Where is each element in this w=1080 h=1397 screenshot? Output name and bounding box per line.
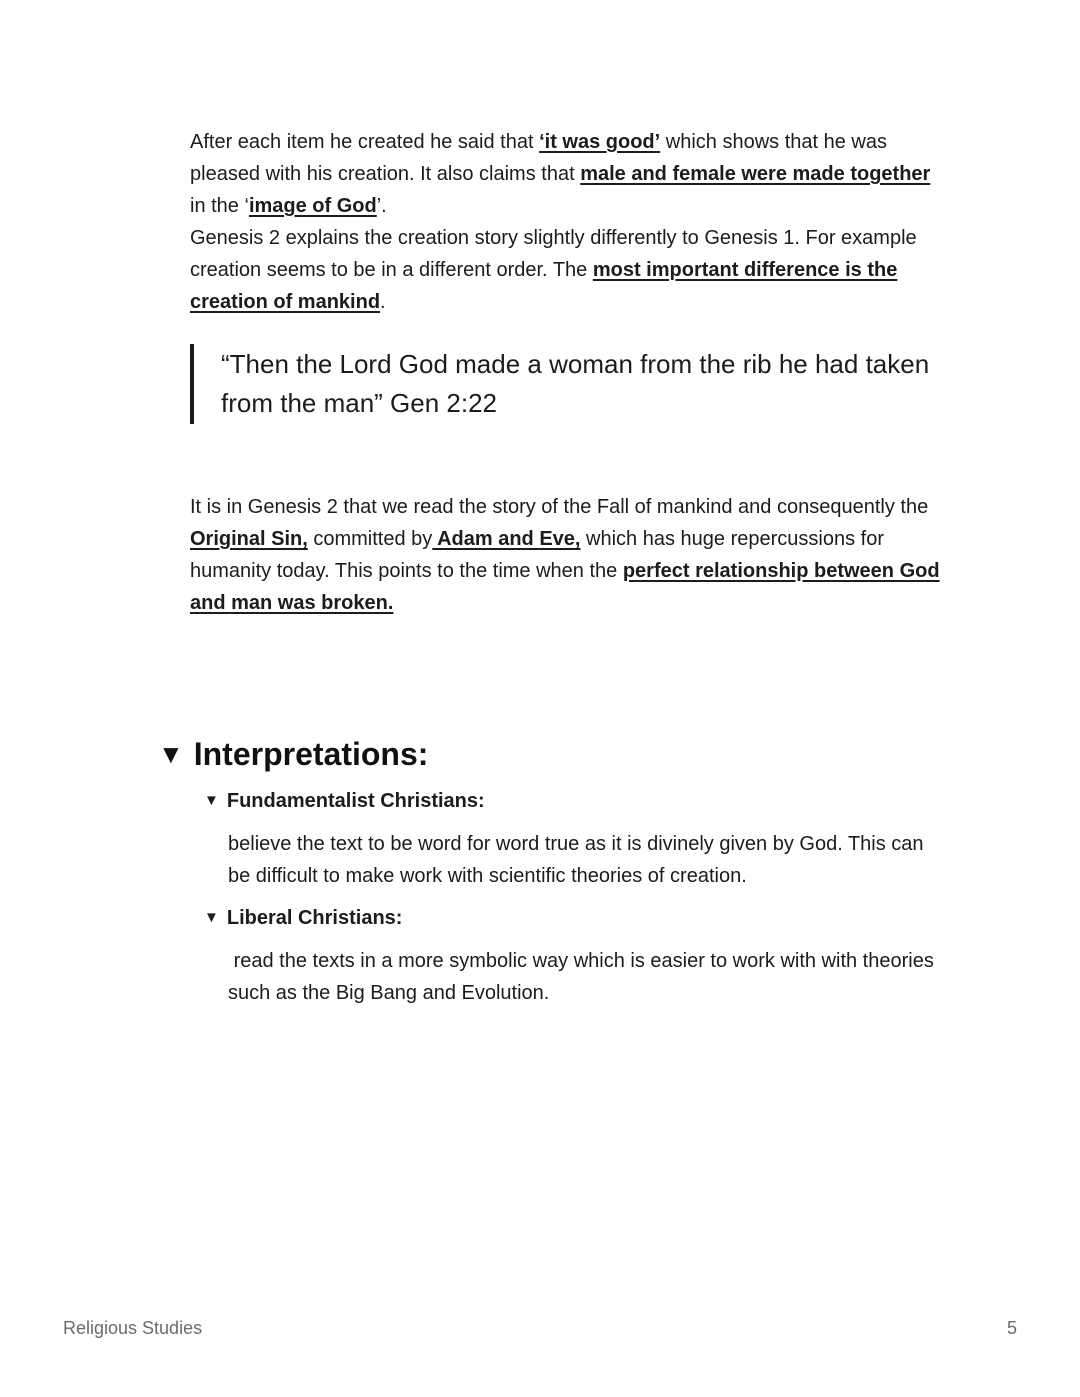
quote-text: “Then the Lord God made a woman from the rib he had taken from the man” Gen 2:22	[221, 349, 930, 418]
image-of-god-highlight: image of God	[248, 195, 377, 217]
interpretations-heading-text: Interpretations:	[193, 736, 429, 772]
intro-text-2: which shows that he was pleased with his creation. It also claims that	[190, 131, 887, 185]
interpretations-heading[interactable]	[158, 734, 428, 774]
most-important-difference-highlight: most important difference is the creation of mankind	[190, 259, 898, 313]
intro-text-3: in the ‘	[190, 195, 249, 217]
liberal-title: Liberal Christians:	[226, 907, 403, 929]
quote-bar	[190, 344, 194, 424]
genesis2-text: Genesis 2 explains the creation story slightly differently to Genesis 1. For example creation seems to be in a different order. The	[190, 227, 917, 281]
intro-text-1: After each item he created he said that	[190, 131, 540, 153]
it-was-good-highlight: ‘it was good’	[539, 131, 661, 153]
intro-text-4: ’.	[376, 195, 387, 217]
genesis2-end: .	[380, 291, 386, 313]
liberal-body	[228, 945, 948, 1009]
liberal-body-line1: read the texts in a more symbolic way which is easier to work with with theories	[228, 950, 934, 972]
liberal-toggle[interactable]	[204, 904, 402, 932]
intro-paragraph	[190, 126, 950, 318]
male-female-highlight: male and female were made together	[580, 163, 931, 185]
fall-paragraph	[190, 491, 950, 619]
fundamentalist-title: Fundamentalist Christians:	[226, 790, 485, 812]
fall-text-3: which has huge repercussions for humanity today. This points to the time when the	[190, 528, 884, 582]
footer-page-number: 5	[1006, 1318, 1017, 1338]
adam-eve-highlight: Adam and Eve,	[432, 528, 581, 550]
footer-subject: Religious Studies	[63, 1318, 203, 1338]
original-sin-highlight: Original Sin,	[190, 528, 308, 550]
perfect-relationship-highlight: perfect relationship between God and man was broken.	[190, 560, 940, 614]
collapse-triangle-icon[interactable]: ▼	[204, 792, 219, 809]
quote-callout	[190, 344, 970, 424]
fall-text-2: committed by	[307, 528, 433, 550]
collapse-triangle-icon[interactable]: ▼	[158, 739, 184, 769]
liberal-body-line2: such as the Big Bang and Evolution.	[228, 982, 550, 1004]
collapse-triangle-icon[interactable]: ▼	[204, 909, 219, 926]
fall-text-1: It is in Genesis 2 that we read the story of the Fall of mankind and consequently the	[190, 496, 929, 518]
fundamentalist-body: believe the text to be word for word true as it is divinely given by God. This can be difficult to make work with scientific theories of creation.	[228, 833, 924, 887]
fundamentalist-toggle[interactable]	[204, 787, 485, 815]
